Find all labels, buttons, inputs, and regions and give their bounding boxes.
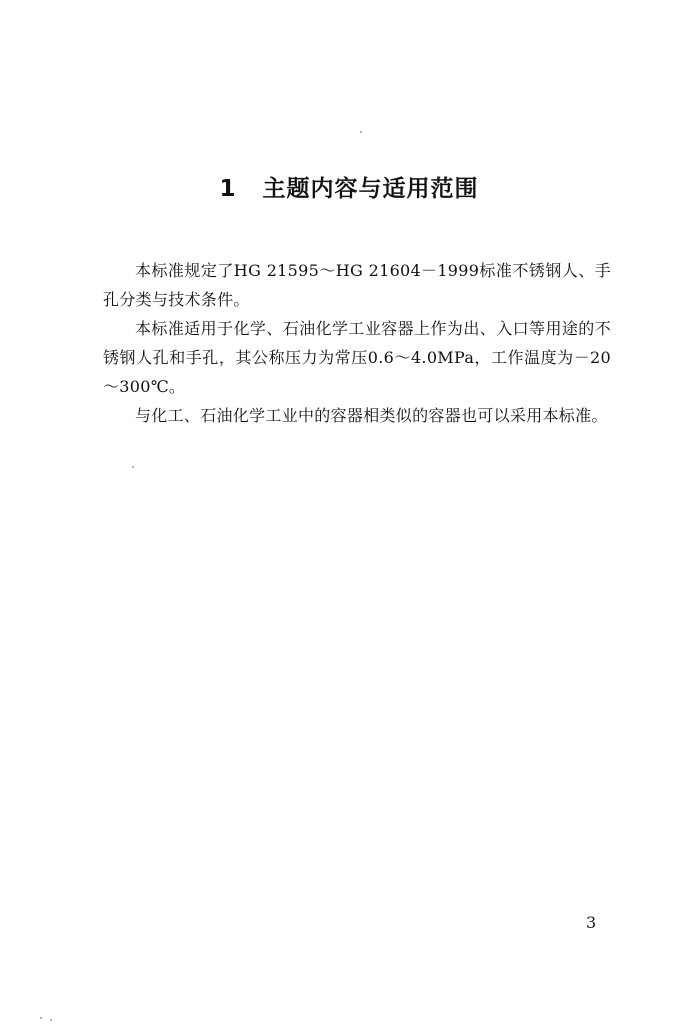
paragraph-scope-definition: 本标准规定了HG 21595～HG 21604－1999标准不锈钢人、手孔分类与技术条件。 bbox=[103, 261, 611, 309]
scan-speck bbox=[360, 131, 362, 133]
page-number: 3 bbox=[586, 913, 597, 932]
scan-speck bbox=[40, 1017, 42, 1019]
scan-speck bbox=[132, 466, 134, 468]
section-title: 主题内容与适用范围 bbox=[262, 176, 479, 202]
body-text bbox=[103, 256, 611, 430]
section-number: 1 bbox=[219, 176, 237, 202]
section-heading bbox=[0, 170, 698, 203]
paragraph-applicability: 本标准适用于化学、石油化学工业容器上作为出、入口等用途的不锈钢人孔和手孔，其公称压力为常压0.6～4.0MPa，工作温度为－20～300℃。 bbox=[103, 319, 611, 396]
paragraph-similar-vessels: 与化工、石油化学工业中的容器相类似的容器也可以采用本标准。 bbox=[135, 406, 608, 425]
scan-speck bbox=[50, 1019, 52, 1021]
